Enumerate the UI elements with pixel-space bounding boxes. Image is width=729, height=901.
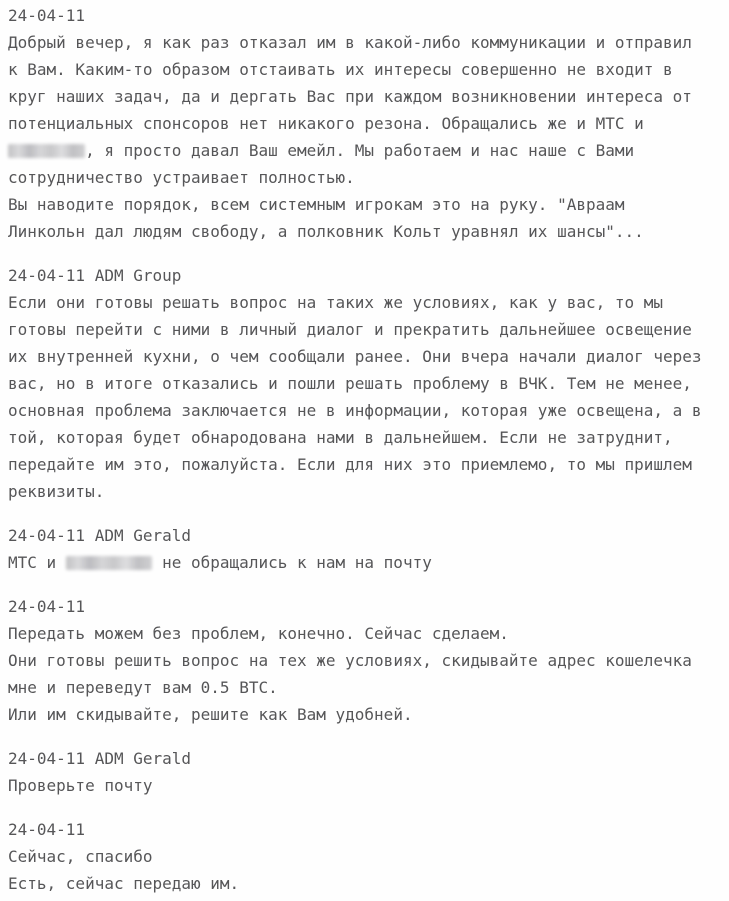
message-line [8,218,721,245]
message-text: Передать можем без проблем, конечно. Сейчас сделаем. [8,624,509,643]
message [8,2,721,245]
message-text: мне и переведут вам 0.5 BTC. [8,678,278,697]
message-line [8,289,721,316]
message [8,745,721,799]
message-text: Они готовы решить вопрос на тех же условиях, скидывайте адрес кошелечка [8,651,692,670]
message-line [8,451,721,478]
message-line [8,56,721,83]
message-line [8,772,721,799]
message-line [8,370,721,397]
message-text: круг наших задач, да и дергать Вас при каждом возникновении интереса от [8,87,692,106]
message-line [8,397,721,424]
message-text: вас, но в итоге отказались и пошли решать проблему в ВЧК. Тем не менее, [8,374,692,393]
message [8,816,721,897]
message-header: 24-04-11 ADM Group [8,266,182,285]
message-text: не обращались к нам на почту [152,553,432,572]
message-header: 24-04-11 ADM Gerald [8,526,192,545]
message-text: сотрудничество устраивает полностью. [8,168,355,187]
message-text: готовы перейти с ними в личный диалог и прекратить дальнейшее освещение [8,320,692,339]
message-header: 24-04-11 [8,820,86,839]
message-log [8,2,721,897]
message-header: 24-04-11 [8,6,86,25]
redacted-text [8,144,85,158]
message-line [8,424,721,451]
message-line [8,316,721,343]
redacted-text [66,556,153,570]
message-text: Есть, сейчас передаю им. [8,874,240,893]
message-line [8,343,721,370]
message-text: Добрый вечер, я как раз отказал им в какой-либо коммуникации и отправил [8,33,692,52]
message-header: 24-04-11 [8,597,86,616]
message-text: к Вам. Каким-то образом отстаивать их интересы совершенно не входит в [8,60,673,79]
message-line [8,647,721,674]
message-line [8,701,721,728]
message-line [8,137,721,164]
message-text: МТС и [8,553,66,572]
message [8,593,721,728]
message-line [8,620,721,647]
message-text: потенциальных спонсоров нет никакого резона. Обращались же и МТС и [8,114,644,133]
message-text: Или им скидывайте, решите как Вам удобней. [8,705,413,724]
message-line [8,83,721,110]
message-line [8,29,721,56]
message-text: , я просто давал Ваш емейл. Мы работаем и нас наше с Вами [85,141,635,160]
message-line [8,843,721,870]
message-text: реквизиты. [8,482,105,501]
message-line [8,164,721,191]
message [8,262,721,505]
message-text: их внутренней кухни, о чем сообщали ранее. Они вчера начали диалог через [8,347,702,366]
message-text: Линкольн дал людям свободу, а полковник Кольт уравнял их шансы"... [8,222,644,241]
message-header: 24-04-11 ADM Gerald [8,749,192,768]
message [8,522,721,576]
message-line [8,478,721,505]
message-text: той, которая будет обнародована нами в дальнейшем. Если не затруднит, [8,428,673,447]
message-line [8,674,721,701]
message-text: Сейчас, спасибо [8,847,153,866]
message-line [8,549,721,576]
message-text: Вы наводите порядок, всем системным игрокам это на руку. "Авраам [8,195,625,214]
message-text: Проверьте почту [8,776,153,795]
message-line [8,110,721,137]
message-text: основная проблема заключается не в информации, которая уже освещена, а в [8,401,702,420]
message-text: передайте им это, пожалуйста. Если для них это приемлемо, то мы пришлем [8,455,692,474]
message-text: Если они готовы решать вопрос на таких же условиях, как у вас, то мы [8,293,664,312]
message-line [8,191,721,218]
message-line [8,870,721,897]
